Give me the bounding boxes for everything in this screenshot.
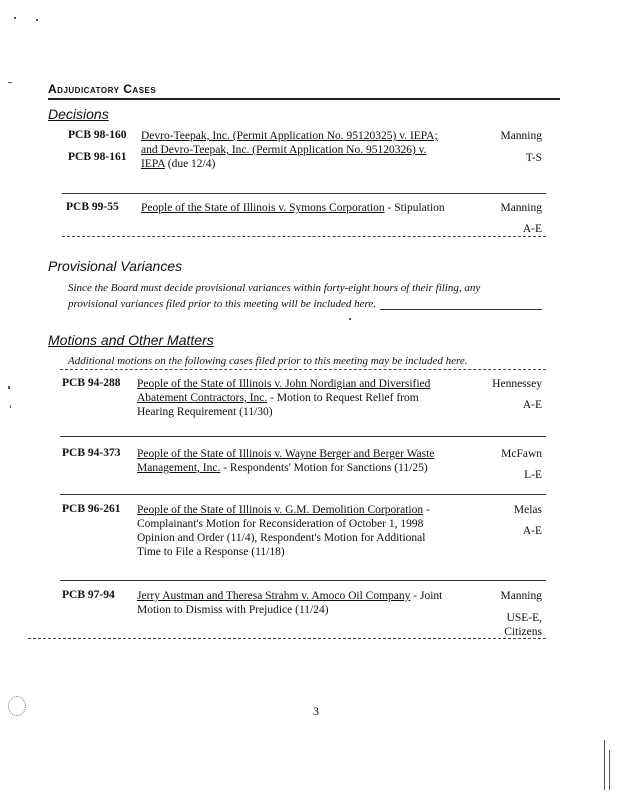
- case-title: People of the State of Illinois v. Symons Corporation: [141, 202, 385, 214]
- case-number: PCB 97-94: [62, 589, 115, 601]
- vote-code: A-E: [522, 223, 542, 235]
- case-number: PCB 99-55: [66, 201, 119, 213]
- case-title-line: [137, 589, 482, 603]
- case-title: People of the State of Illinois v. G.M. Demolition Corporation: [137, 504, 424, 516]
- subheading-motions: Motions and Other Matters: [48, 332, 214, 348]
- case-action: - Stipulation: [384, 202, 445, 214]
- row-divider: [62, 236, 546, 237]
- case-number: PCB 98-160: [68, 129, 127, 141]
- row-divider: [60, 580, 546, 581]
- scan-speck: [36, 19, 38, 21]
- case-title-line: [137, 461, 482, 475]
- vote-code: L-E: [524, 469, 542, 481]
- case-title-line: Hearing Requirement (11/30): [137, 406, 273, 418]
- case-title-line: [141, 157, 481, 171]
- row-divider: [28, 638, 546, 639]
- vote-code: T-S: [525, 152, 542, 164]
- case-action: - Respondents' Motion for Sanctions (11/25): [220, 462, 428, 474]
- vote-code: USE-E,: [506, 612, 542, 624]
- case-number: PCB 98-161: [68, 151, 127, 163]
- case-number: PCB 94-373: [62, 447, 121, 459]
- board-member: Manning: [500, 130, 542, 142]
- scan-speck: [8, 82, 12, 83]
- page-number: 3: [313, 704, 319, 718]
- heading-rule: [48, 98, 560, 100]
- case-due-note: (due 12/4): [164, 158, 216, 170]
- motions-note: Additional motions on the following cases filed prior to this meeting may be included here.: [68, 355, 468, 367]
- board-member: Melas: [513, 504, 542, 516]
- scan-speck: [14, 17, 16, 19]
- vote-code: A-E: [522, 525, 542, 537]
- case-number: PCB 96-261: [62, 503, 121, 515]
- case-title-line: People of the State of Illinois v. Wayne Berger and Berger Waste: [137, 448, 435, 460]
- case-title-line: Opinion and Order (11/4), Respondent's Motion for Additional: [137, 532, 426, 544]
- case-title-line: [137, 391, 482, 405]
- board-member: McFawn: [501, 448, 542, 460]
- scan-blot: [8, 696, 26, 716]
- case-party: Management, Inc.: [137, 462, 221, 474]
- scan-speck: [609, 750, 610, 790]
- subheading-decisions: Decisions: [48, 106, 109, 122]
- case-number: PCB 94-288: [62, 377, 121, 389]
- case-description: [141, 201, 481, 215]
- scan-speck: [604, 740, 605, 790]
- case-title-line: [137, 503, 482, 517]
- case-description: [141, 129, 481, 171]
- provisional-note: [68, 280, 548, 312]
- note-rule: [60, 369, 546, 370]
- case-title-line: and Devro-Teepak, Inc. (Permit Application No. 95120326) v.: [141, 144, 427, 156]
- case-title-line: Complainant's Motion for Reconsideration of October 1, 1998: [137, 518, 424, 530]
- subheading-provisional-variances: Provisional Variances: [48, 258, 183, 274]
- vote-code-continued: Citizens: [504, 626, 542, 638]
- board-member: Manning: [500, 590, 542, 602]
- case-title: Jerry Austman and Theresa Strahm v. Amoco Oil Company: [137, 590, 411, 602]
- case-action: - Motion to Request Relief from: [267, 392, 419, 404]
- scan-speck: [349, 318, 351, 320]
- row-divider: [60, 436, 546, 437]
- case-title-line: Devro-Teepak, Inc. (Permit Application No. 95120325) v. IEPA;: [141, 130, 438, 142]
- section-heading-adjudicatory-cases: Adjudicatory Cases: [48, 82, 157, 96]
- vote-code: A-E: [522, 399, 542, 411]
- case-description: [137, 377, 482, 419]
- case-party: Abatement Contractors, Inc.: [137, 392, 268, 404]
- case-action: - Joint: [410, 590, 443, 602]
- note-line: Since the Board must decide provisional variances within forty-eight hours of their filing, any: [68, 282, 481, 294]
- case-description: [137, 589, 482, 617]
- note-rule: [380, 309, 542, 310]
- case-title-line: People of the State of Illinois v. John Nordigian and Diversified: [137, 378, 431, 390]
- row-divider: [62, 193, 546, 194]
- scan-speck: [8, 386, 10, 389]
- case-description: [137, 503, 482, 559]
- case-title-line: Motion to Dismiss with Prejudice (11/24): [137, 604, 329, 616]
- board-member: Hennessey: [492, 378, 542, 390]
- case-party: IEPA: [141, 158, 165, 170]
- scan-speck: [10, 405, 11, 408]
- case-title-line: Time to File a Response (11/18): [137, 546, 285, 558]
- row-divider: [60, 494, 546, 495]
- note-line: provisional variances filed prior to this meeting will be included here.: [68, 298, 377, 310]
- board-member: Manning: [500, 202, 542, 214]
- case-description: [137, 447, 482, 475]
- case-action: -: [423, 504, 430, 516]
